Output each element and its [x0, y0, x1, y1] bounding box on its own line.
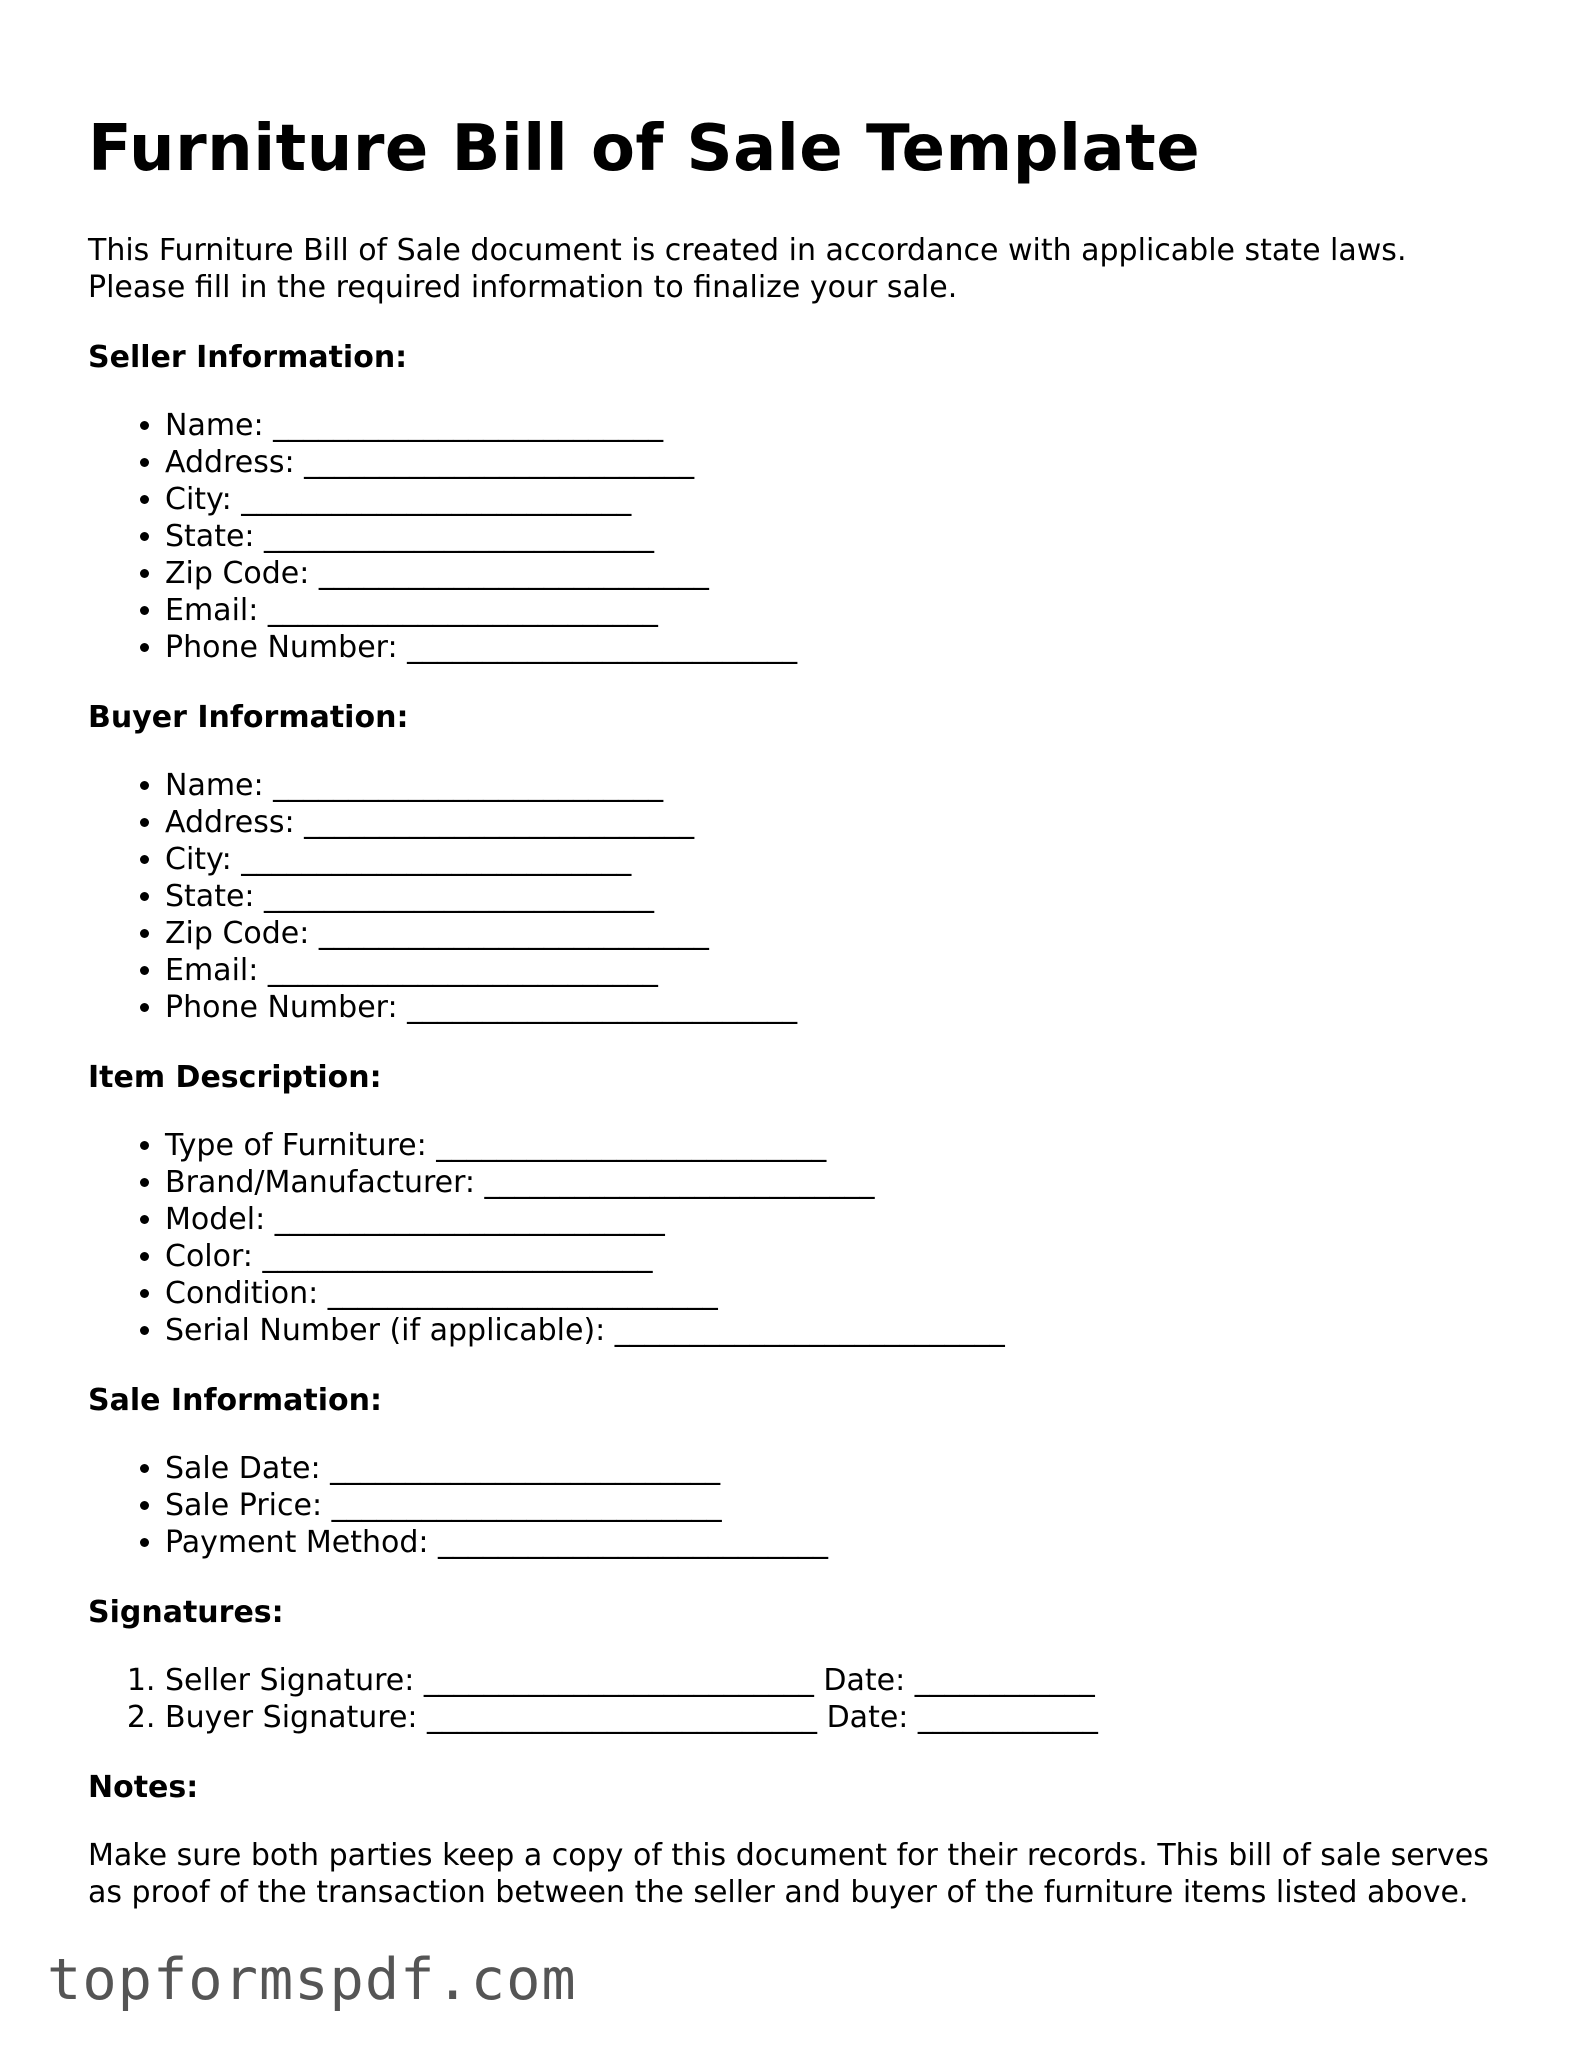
item-type-field: • Type of Furniture: __________________________ [165, 1127, 1508, 1164]
buyer-zip-field: • Zip Code: __________________________ [165, 915, 1508, 952]
buyer-city-field: • City: __________________________ [165, 841, 1508, 878]
seller-section-heading: Seller Information: [88, 340, 408, 375]
buyer-address-field: • Address: __________________________ [165, 804, 1508, 841]
buyer-name-field: • Name: __________________________ [165, 767, 1508, 804]
intro-paragraph: This Furniture Bill of Sale document is created in accordance with applicable state laws. Please fill in the required information to finalize your sale. [88, 233, 1407, 305]
payment-method-field: • Payment Method: __________________________ [165, 1524, 1508, 1561]
item-brand-field: • Brand/Manufacturer: __________________________ [165, 1164, 1508, 1201]
seller-address-field: • Address: __________________________ [165, 444, 1508, 481]
notes-section-heading: Notes: [88, 1770, 199, 1805]
seller-signature-line: 1. Seller Signature: __________________________ Date: ____________ [165, 1662, 1508, 1699]
watermark-text: topformspdf.com [47, 1947, 577, 2013]
signature-list [88, 1662, 1508, 1736]
seller-city-field: • City: __________________________ [165, 481, 1508, 518]
buyer-field-list [88, 767, 1508, 1026]
notes-paragraph: Make sure both parties keep a copy of this document for their records. This bill of sale serves as proof of the transaction between the seller and buyer of the furniture items listed above. [88, 1838, 1489, 1910]
seller-email-field: • Email: __________________________ [165, 592, 1508, 629]
buyer-signature-line: 2. Buyer Signature: __________________________ Date: ____________ [165, 1699, 1508, 1736]
item-serial-field: • Serial Number (if applicable): __________________________ [165, 1312, 1508, 1349]
buyer-state-field: • State: __________________________ [165, 878, 1508, 915]
buyer-email-field: • Email: __________________________ [165, 952, 1508, 989]
seller-state-field: • State: __________________________ [165, 518, 1508, 555]
item-model-field: • Model: __________________________ [165, 1201, 1508, 1238]
seller-phone-field: • Phone Number: __________________________ [165, 629, 1508, 666]
document-page [88, 108, 1508, 1911]
item-section-heading: Item Description: [88, 1060, 382, 1095]
seller-name-field: • Name: __________________________ [165, 407, 1508, 444]
sale-section-heading: Sale Information: [88, 1383, 382, 1418]
item-field-list [88, 1127, 1508, 1349]
sale-field-list [88, 1450, 1508, 1561]
page-title: Furniture Bill of Sale Template [88, 112, 1201, 186]
seller-zip-field: • Zip Code: __________________________ [165, 555, 1508, 592]
seller-field-list [88, 407, 1508, 666]
sale-date-field: • Sale Date: __________________________ [165, 1450, 1508, 1487]
signatures-section-heading: Signatures: [88, 1595, 284, 1630]
buyer-section-heading: Buyer Information: [88, 700, 409, 735]
buyer-phone-field: • Phone Number: __________________________ [165, 989, 1508, 1026]
sale-price-field: • Sale Price: __________________________ [165, 1487, 1508, 1524]
item-condition-field: • Condition: __________________________ [165, 1275, 1508, 1312]
item-color-field: • Color: __________________________ [165, 1238, 1508, 1275]
